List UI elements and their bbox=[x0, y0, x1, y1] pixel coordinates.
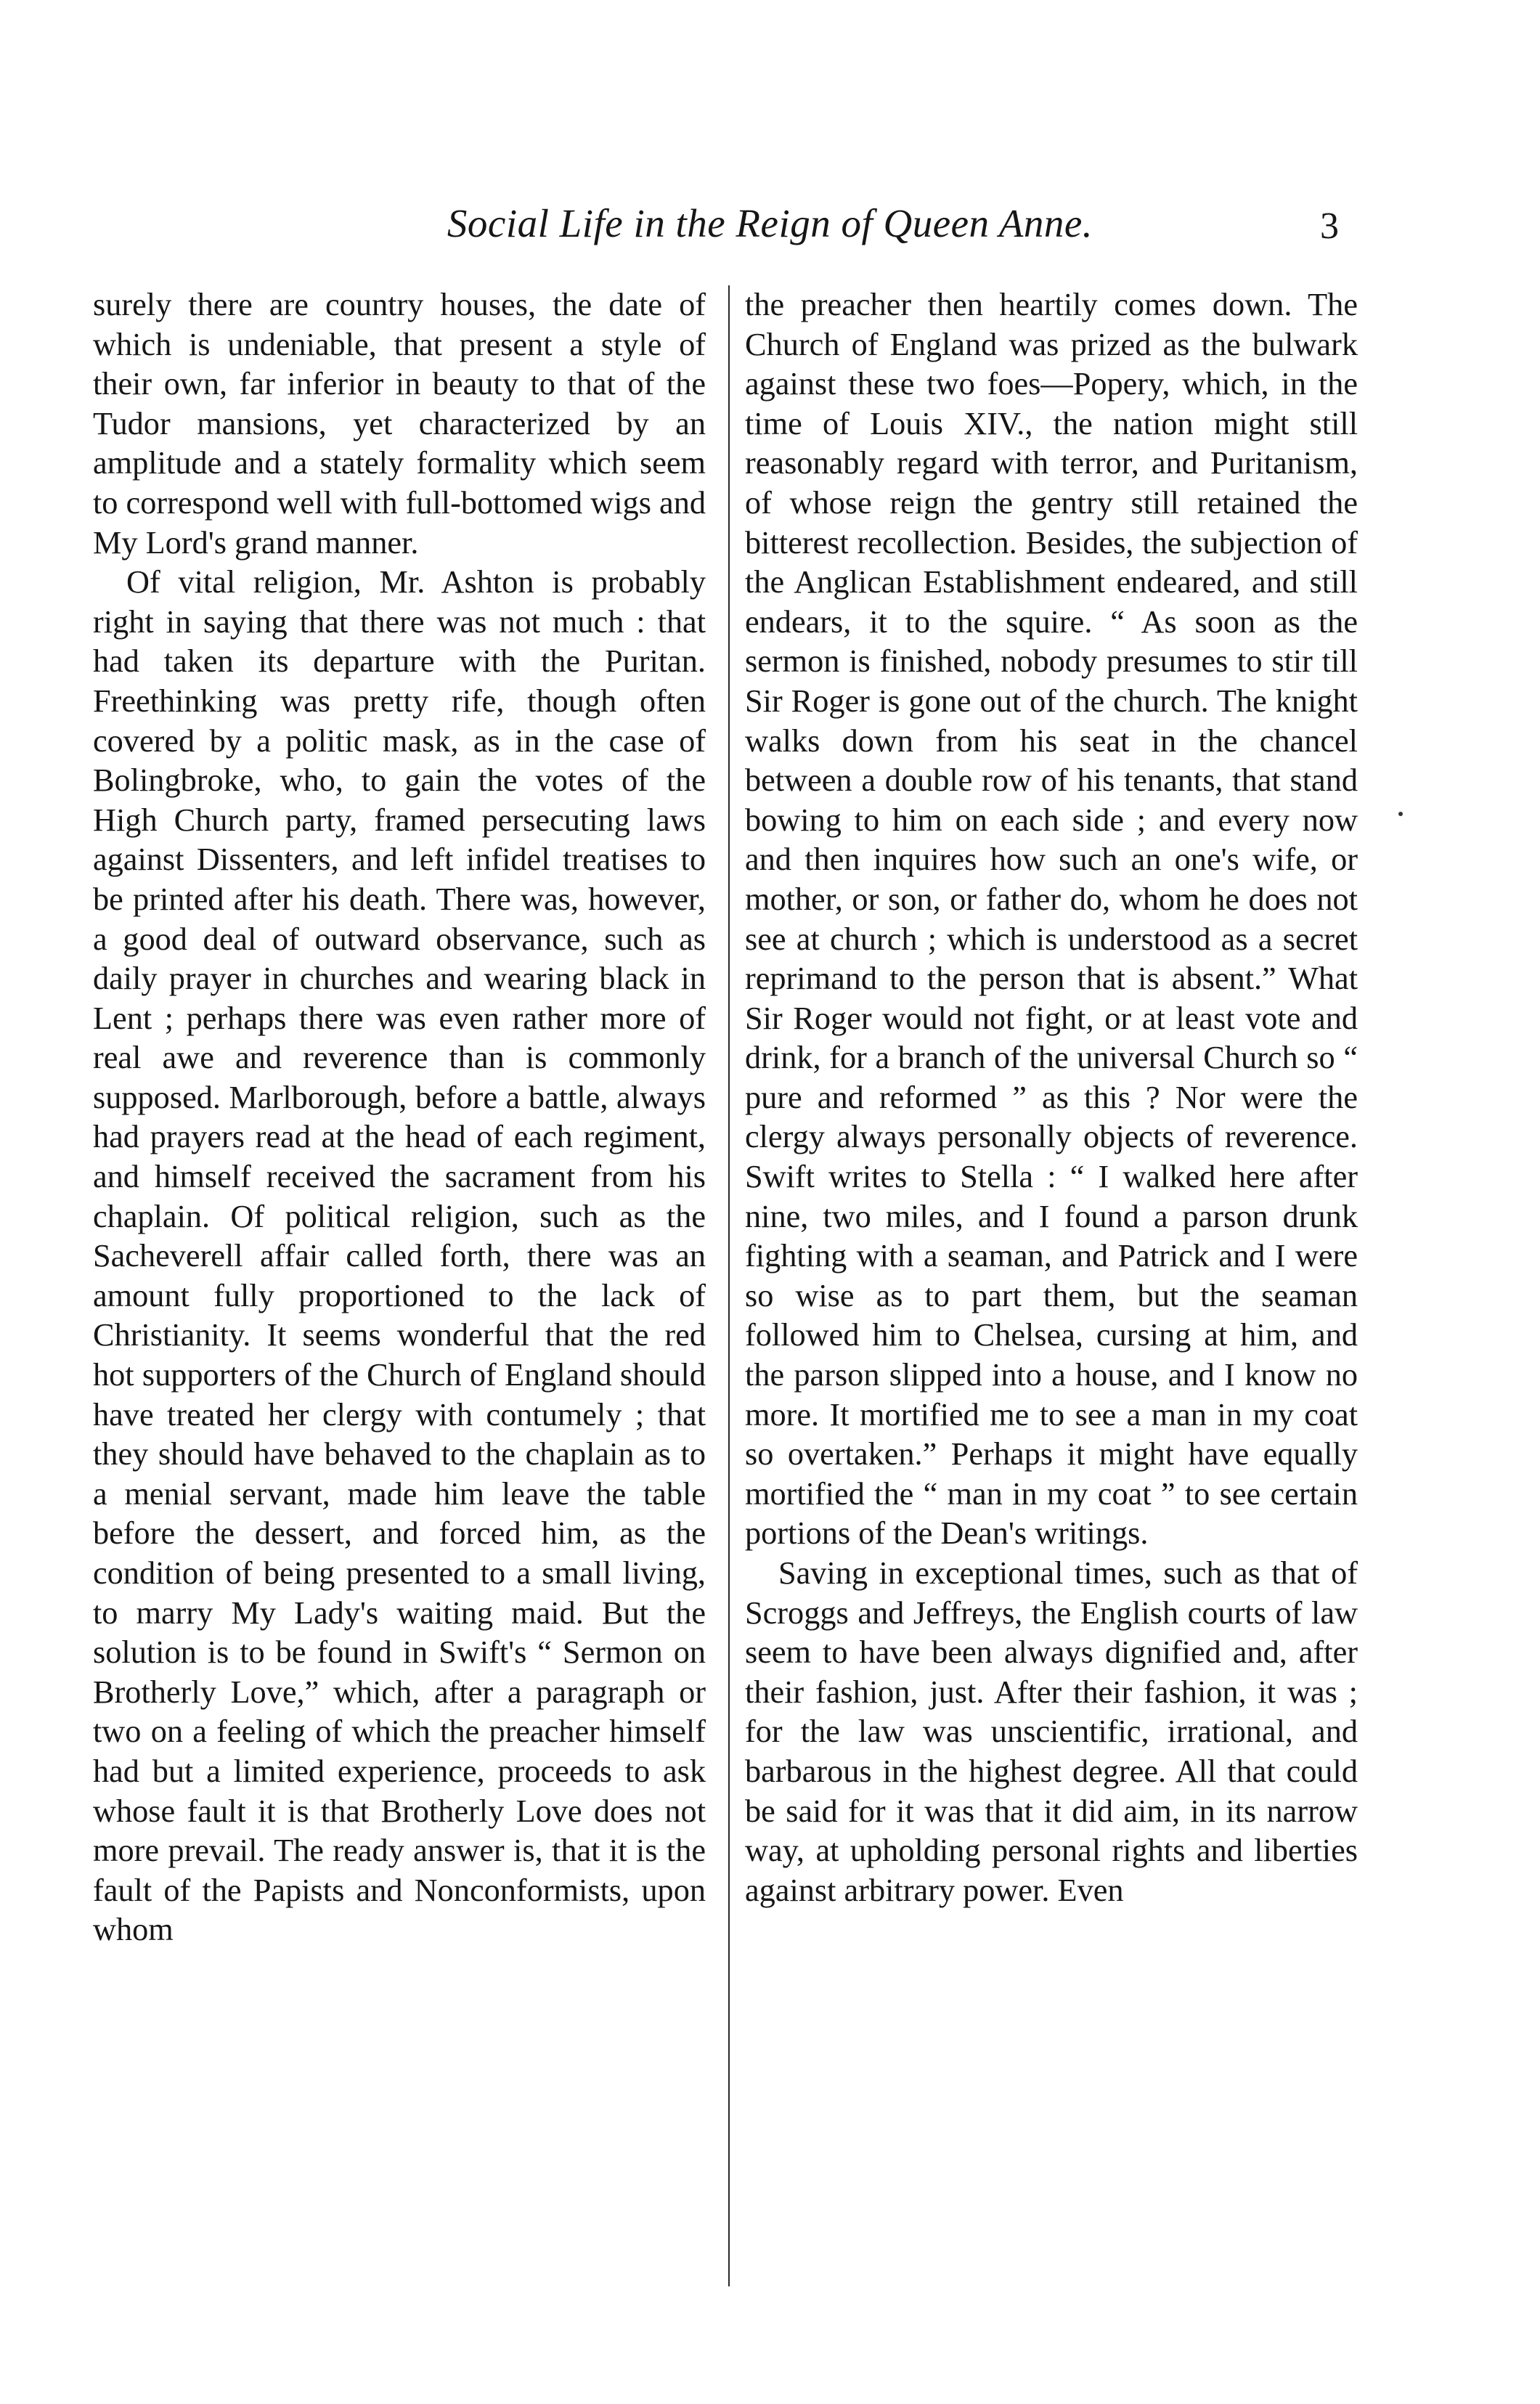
right-column bbox=[745, 285, 1358, 1910]
paragraph: Saving in exceptional times, such as that of Scroggs and Jeffreys, the English courts of law seem to have been always dignified and, after their fashion, just. After their fashion, it was ; for the law was unscientific, irrational, and barbarous in the highest degree. All that could be said for it was that it did aim, in its narrow way, at upholding personal rights and liberties against arbitrary power. Even bbox=[745, 1555, 1358, 1908]
left-column bbox=[93, 285, 706, 1950]
paragraph: Of vital religion, Mr. Ashton is probably right in saying that there was not much : that had taken its departure with the Puritan. Freethinking was pretty rife, though often covered by a politic mask, as in the case of Bolingbroke, who, to gain the votes of the High Church party, framed persecuting laws against Dissenters, and left infidel treatises to be printed after his death. There was, however, a good deal of outward observance, such as daily prayer in churches and wearing black in Lent ; perhaps there was even rather more of real awe and reverence than is commonly supposed. Marlborough, before a battle, always had prayers read at the head of each regiment, and himself received the sacrament from his chaplain. Of political religion, such as the Sacheverell affair called forth, there was an amount fully proportioned to the lack of Christianity. It seems wonderful that the red hot supporters of the Church of England should have treated her clergy with contumely ; that they should have behaved to the chaplain as to a menial servant, made him leave the table before the dessert, and forced him, as the condition of being presented to a small living, to marry My Lady's waiting maid. But the solution is to be found in Swift's “ Sermon on Brotherly Love,” which, after a paragraph or two on a feeling of which the preacher himself had but a limited experience, proceeds to ask whose fault it is that Brotherly Love does not more prevail. The ready answer is, that it is the fault of the Papists and Nonconformists, upon whom bbox=[93, 564, 706, 1948]
paragraph: surely there are country houses, the date of which is undeniable, that present a style of their own, far inferior in beauty to that of the Tudor mansions, yet characterized by an amplitude and a stately formality which seem to correspond well with full-bottomed wigs and My Lord's grand manner. bbox=[93, 287, 706, 561]
paragraph: the preacher then heartily comes down. The Church of England was prized as the bulwark against these two foes—Popery, which, in the time of Louis XIV., the nation might still reasonably regard with terror, and Puritanism, of whose reign the gentry still retained the bitterest recollection. Besides, the subjection of the Anglican Establishment endeared, and still endears, it to the squire. “ As soon as the sermon is finished, nobody presumes to stir till Sir Roger is gone out of the church. The knight walks down from his seat in the chancel between a double row of his tenants, that stand bowing to him on each side ; and every now and then inquires how such an one's wife, or mother, or son, or father do, whom he does not see at church ; which is understood as a secret reprimand to the person that is absent.” What Sir Roger would not fight, or at least vote and drink, for a branch of the universal Church so “ pure and reformed ” as this ? Nor were the clergy always personally objects of reverence. Swift writes to Stella : “ I walked here after nine, two miles, and I found a parson drunk fighting with a seaman, and Patrick and I were so wise as to part them, but the seaman followed him to Chelsea, cursing at him, and the parson slipped into a house, and I know no more. It mortified me to see a man in my coat so overtaken.” Perhaps it might have equally mortified the “ man in my coat ” to see certain portions of the Dean's writings. bbox=[745, 287, 1358, 1552]
running-title: Social Life in the Reign of Queen Anne. bbox=[447, 201, 1093, 245]
running-header bbox=[0, 195, 1540, 253]
page-number: 3 bbox=[1320, 205, 1339, 247]
column-divider bbox=[728, 285, 730, 2286]
print-speck bbox=[1398, 812, 1403, 816]
